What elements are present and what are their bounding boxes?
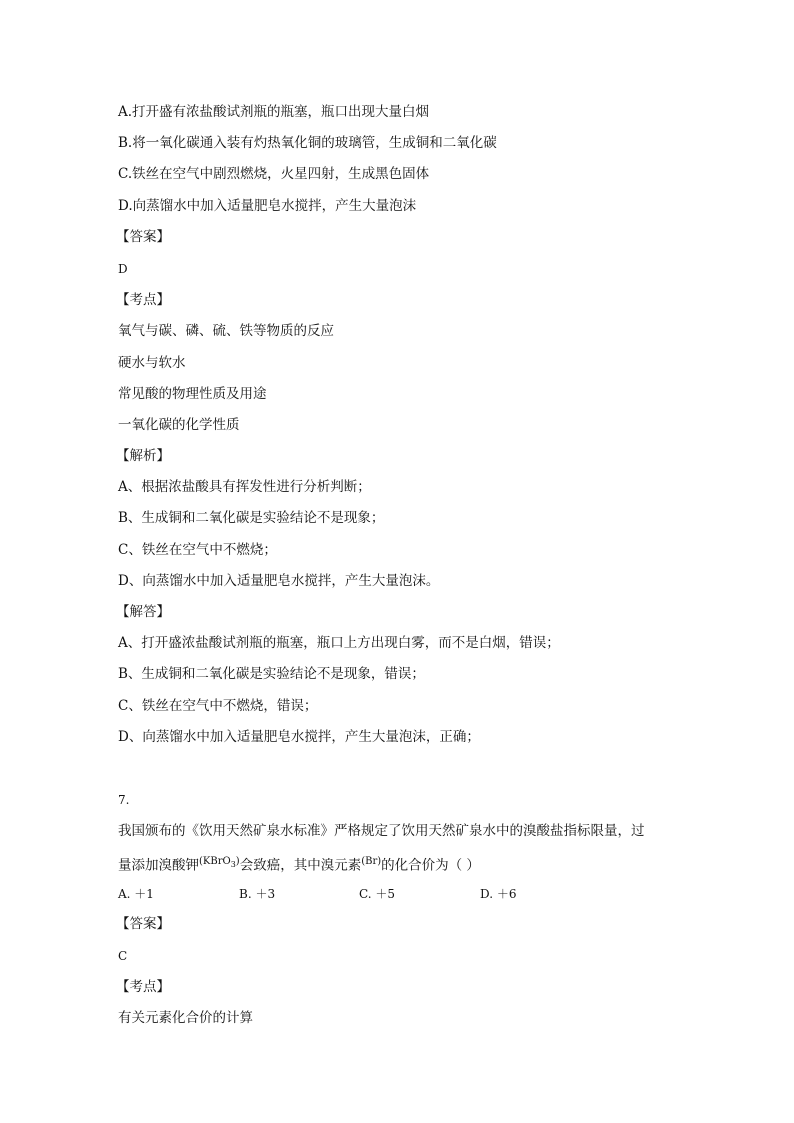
q7-answer: C <box>118 949 128 963</box>
q7-stem-line1: 我国颁布的《饮用天然矿泉水标准》严格规定了饮用天然矿泉水中的溴酸盐指标限量，过 <box>118 823 645 839</box>
q6-solution-item: D、向蒸馏水中加入适量肥皂水搅拌，产生大量泡沫，正确； <box>118 729 480 745</box>
q6-analysis-item: B、生成铜和二氧化碳是实验结论不是现象； <box>118 510 385 526</box>
q6-kaodian-item: 一氧化碳的化学性质 <box>118 417 240 433</box>
q6-analysis-item: C、铁丝在空气中不燃烧； <box>118 542 277 558</box>
q6-option-d: D.向蒸馏水中加入适量肥皂水搅拌，产生大量泡沫 <box>118 198 417 214</box>
q6-option-a: A.打开盛有浓盐酸试剂瓶的瓶塞，瓶口出现大量白烟 <box>118 104 430 120</box>
q6-analysis-item: D、向蒸馏水中加入适量肥皂水搅拌，产生大量泡沫。 <box>118 573 440 589</box>
q6-analysis-item: A、根据浓盐酸具有挥发性进行分析判断； <box>118 479 371 495</box>
q6-kaodian-item: 硬水与软水 <box>118 355 186 371</box>
q7-element: (Br) <box>361 856 382 867</box>
q7-stem-text: 会致癌，其中溴元素 <box>239 857 362 874</box>
q7-stem-text: 量添加溴酸钾 <box>118 857 199 874</box>
q6-kaodian-item: 氧气与碳、磷、硫、铁等物质的反应 <box>118 323 334 339</box>
q6-solution-item: A、打开盛浓盐酸试剂瓶的瓶塞，瓶口上方出现白雾，而不是白烟，错误； <box>118 635 560 651</box>
q7-kaodian-item: 有关元素化合价的计算 <box>118 1010 253 1026</box>
q7-kaodian-heading: 【考点】 <box>116 979 170 995</box>
q6-kaodian-item: 常见酸的物理性质及用途 <box>118 386 267 402</box>
q6-answer: D <box>118 262 128 276</box>
q6-solution-item: C、铁丝在空气中不燃烧，错误； <box>118 698 318 714</box>
q6-solution-item: B、生成铜和二氧化碳是实验结论不是现象，错误； <box>118 666 425 682</box>
q6-answer-heading: 【答案】 <box>116 229 170 245</box>
q6-kaodian-heading: 【考点】 <box>116 292 170 308</box>
q6-solution-heading: 【解答】 <box>116 604 170 620</box>
q7-option-c: C. ＋5 <box>359 887 396 901</box>
q6-option-b: B.将一氧化碳通入装有灼热氧化铜的玻璃管，生成铜和二氧化碳 <box>118 135 497 151</box>
q7-formula: (KBrO3) <box>199 856 240 869</box>
q7-options-row <box>118 884 718 904</box>
q7-answer-heading: 【答案】 <box>116 916 170 932</box>
q7-option-b: B. ＋3 <box>239 887 276 901</box>
q7-number: 7. <box>118 793 130 807</box>
q6-analysis-heading: 【解析】 <box>116 448 170 464</box>
q7-option-a: A. ＋1 <box>118 887 154 901</box>
q6-option-c: C.铁丝在空气中剧烈燃烧，火星四射，生成黑色固体 <box>118 166 430 182</box>
q7-option-d: D. ＋6 <box>480 887 517 901</box>
q7-stem-line2 <box>118 852 480 876</box>
q7-stem-text: 的化合价为（ ） <box>381 857 480 874</box>
